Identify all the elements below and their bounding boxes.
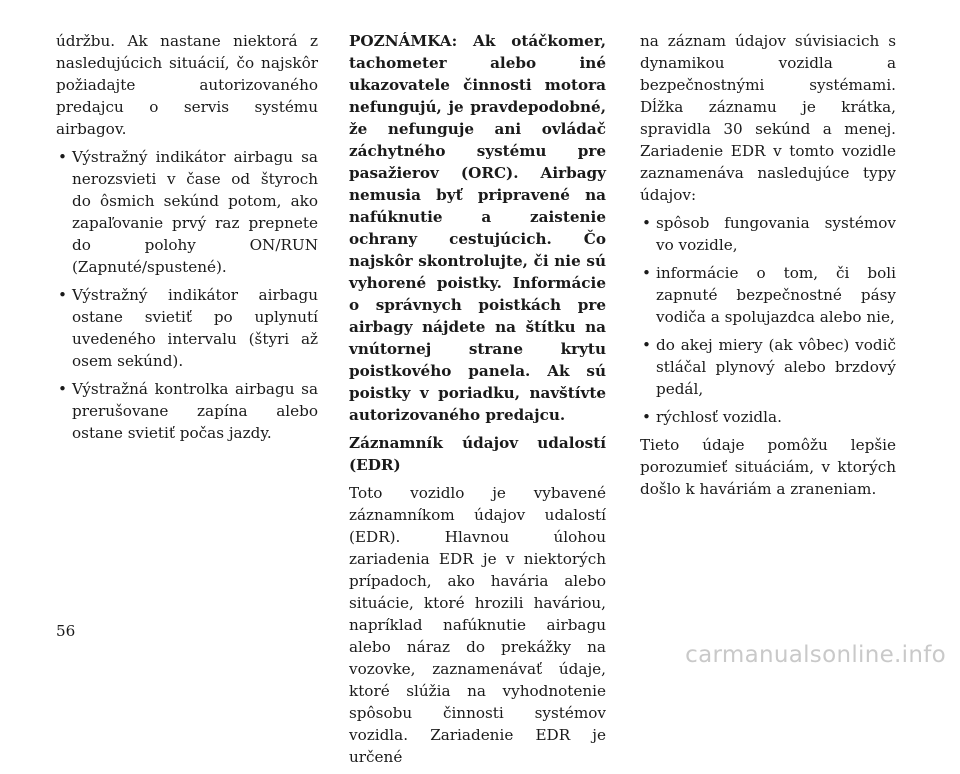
paragraph-edr-purpose: Tieto údaje pomôžu lepšie porozumieť situáciám, v ktorých došlo k haváriám a zraneniam.: [640, 436, 896, 498]
list-item: • Výstražná kontrolka airbagu sa prerušovane zapína alebo ostane svietiť počas jazdy.: [56, 378, 318, 444]
paragraph-airbag-service: údržbu. Ak nastane niektorá z nasledujúcich situácií, čo najskôr požiadajte autorizovaného predajcu o servis systému airbagov.: [56, 32, 318, 138]
list-item: • spôsob fungovania systémov vo vozidle,: [640, 212, 896, 256]
paragraph-edr-data: na záznam údajov súvisiacich s dynamikou vozidla a bezpečnostnými systémami. Dĺžka záznamu je krátka, spravidla 30 sekúnd a menej. Zariadenie EDR v tomto vozidle zaznamenáva nasledujúce typy údajov:: [640, 32, 896, 204]
text-column-left: [56, 30, 318, 450]
page-number: 56: [56, 622, 76, 640]
list-item: • do akej miery (ak vôbec) vodič stláčal plynový alebo brzdový pedál,: [640, 334, 896, 400]
airbag-warning-list: [56, 146, 318, 444]
note-paragraph: POZNÁMKA: Ak otáčkomer, tachometer alebo iné ukazovatele činnosti motora nefungujú, je pravdepodobné, že nefunguje ani ovládač záchytného systému pre pasažierov (ORC). Airbagy nemusia byť pripravené na nafúknutie a zaistenie ochrany cestujúcich. Čo najskôr skontrolujte, či nie sú vyhorené poistky. Informácie o správnych poistkách pre airbagy nájdete na štítku na vnútornej strane krytu poistkového panela. Ak sú poistky v poriadku, navštívte autorizovaného predajcu.: [349, 32, 606, 424]
list-item: • rýchlosť vozidla.: [640, 406, 896, 428]
list-item: • Výstražný indikátor airbagu ostane svietiť po uplynutí uvedeného intervalu (štyri až osem sekúnd).: [56, 284, 318, 372]
text-column-middle: [349, 30, 606, 774]
paragraph-edr-intro: Toto vozidlo je vybavené záznamníkom údajov udalostí (EDR). Hlavnou úlohou zariadenia EDR je v niektorých prípadoch, ako havária alebo situácie, ktoré hrozili haváriou, napríklad nafúknutie airbagu alebo náraz do prekážky na vozovke, zaznamenávať údaje, ktoré slúžia na vyhodnotenie spôsobu činnosti systémov vozidla. Zariadenie EDR je určené: [349, 484, 606, 766]
section-heading-edr: Záznamník údajov udalostí (EDR): [349, 434, 606, 474]
watermark: carmanualsonline.info: [685, 642, 946, 668]
list-item: • Výstražný indikátor airbagu sa nerozsvieti v čase od štyroch do ôsmich sekúnd potom, ako zapaľovanie prvý raz prepnete do polohy ON/RUN (Zapnuté/spustené).: [56, 146, 318, 278]
list-item: • informácie o tom, či boli zapnuté bezpečnostné pásy vodiča a spolujazdca alebo nie,: [640, 262, 896, 328]
edr-data-types-list: [640, 212, 896, 428]
text-column-right: [640, 30, 896, 506]
